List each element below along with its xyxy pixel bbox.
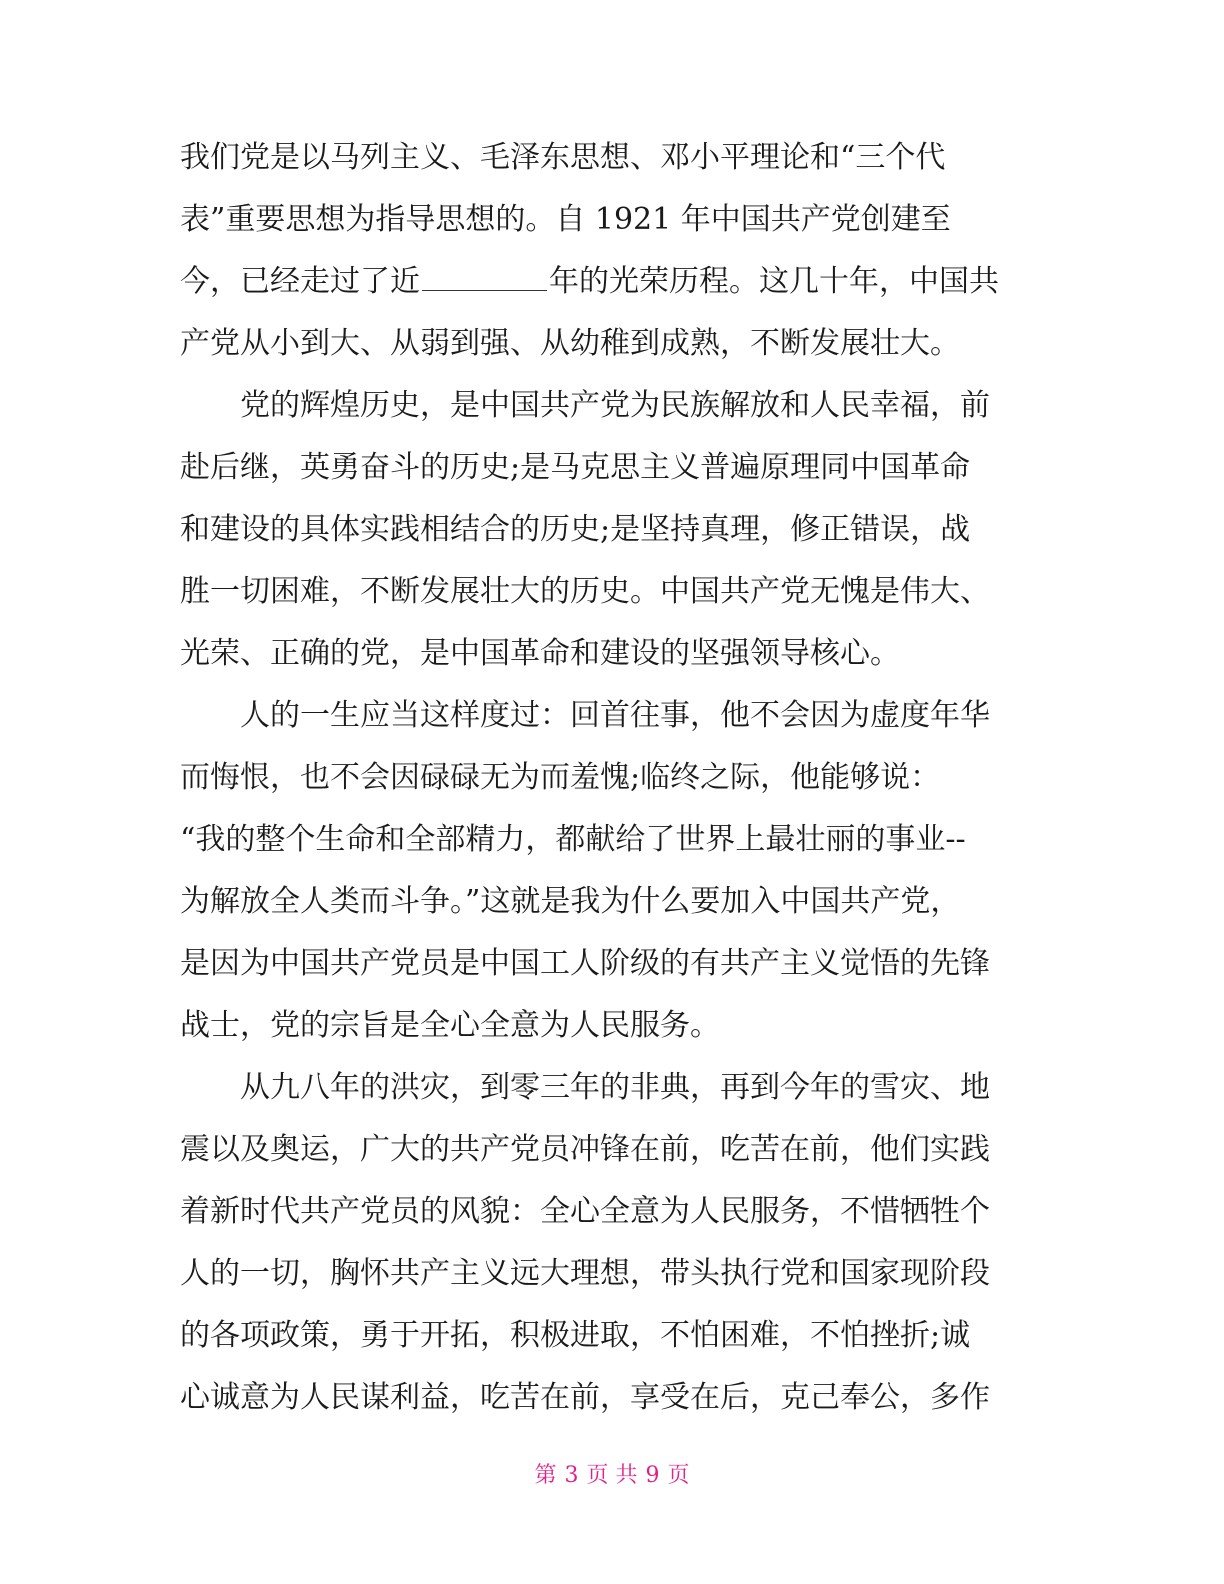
paragraph-first-line: 人的一生应当这样度过：回首往事，他不会因为虚度年华 (240, 698, 990, 733)
text-line: 人的一切，胸怀共产主义远大理想，带头执行党和国家现阶段 (180, 1256, 990, 1291)
text-line: 是因为中国共产党员是中国工人阶级的有共产主义觉悟的先锋 (180, 946, 990, 981)
text-line: “我的整个生命和全部精力，都献给了世界上最壮丽的事业-- (180, 822, 966, 857)
paragraph-first-line: 从九八年的洪灾，到零三年的非典，再到今年的雪灾、地 (240, 1070, 990, 1105)
text-line: 的各项政策，勇于开拓，积极进取，不怕困难，不怕挫折;诚 (180, 1318, 971, 1353)
text-line: 胜一切困难，不断发展壮大的历史。中国共产党无愧是伟大、 (180, 574, 990, 609)
text-line-with-blank (180, 252, 999, 312)
text-line: 表”重要思想为指导思想的。自 1921 年中国共产党创建至 (180, 202, 951, 237)
footer-mid: 页 共 (586, 1463, 638, 1488)
current-page-number: 3 (564, 1463, 579, 1488)
text-before-blank: 今，已经走过了近 (180, 264, 420, 299)
text-line: 产党从小到大、从弱到强、从幼稚到成熟，不断发展壮大。 (180, 326, 960, 361)
text-line: 心诚意为人民谋利益，吃苦在前，享受在后，克己奉公，多作 (180, 1380, 990, 1415)
text-line: 赴后继，英勇奋斗的历史;是马克思主义普遍原理同中国革命 (180, 450, 971, 485)
fill-in-blank (422, 260, 547, 291)
footer-suffix: 页 (667, 1463, 690, 1488)
text-line: 着新时代共产党员的风貌：全心全意为人民服务，不惜牺牲个 (180, 1194, 990, 1229)
text-line: 和建设的具体实践相结合的历史;是坚持真理，修正错误，战 (180, 512, 971, 547)
footer-prefix: 第 (534, 1463, 557, 1488)
page-footer (0, 1460, 1224, 1492)
text-line: 战士，党的宗旨是全心全意为人民服务。 (180, 1008, 720, 1043)
text-line: 为解放全人类而斗争。”这就是我为什么要加入中国共产党， (180, 884, 961, 919)
text-line: 我们党是以马列主义、毛泽东思想、邓小平理论和“三个代 (180, 140, 946, 175)
text-line: 光荣、正确的党，是中国革命和建设的坚强领导核心。 (180, 636, 900, 671)
text-after-blank: 年的光荣历程。这几十年，中国共 (549, 264, 999, 299)
text-line: 震以及奥运，广大的共产党员冲锋在前，吃苦在前，他们实践 (180, 1132, 990, 1167)
paragraph-first-line: 党的辉煌历史，是中国共产党为民族解放和人民幸福，前 (240, 388, 990, 423)
text-line: 而悔恨，也不会因碌碌无为而羞愧;临终之际，他能够说： (180, 760, 941, 795)
total-pages-number: 9 (645, 1463, 660, 1488)
